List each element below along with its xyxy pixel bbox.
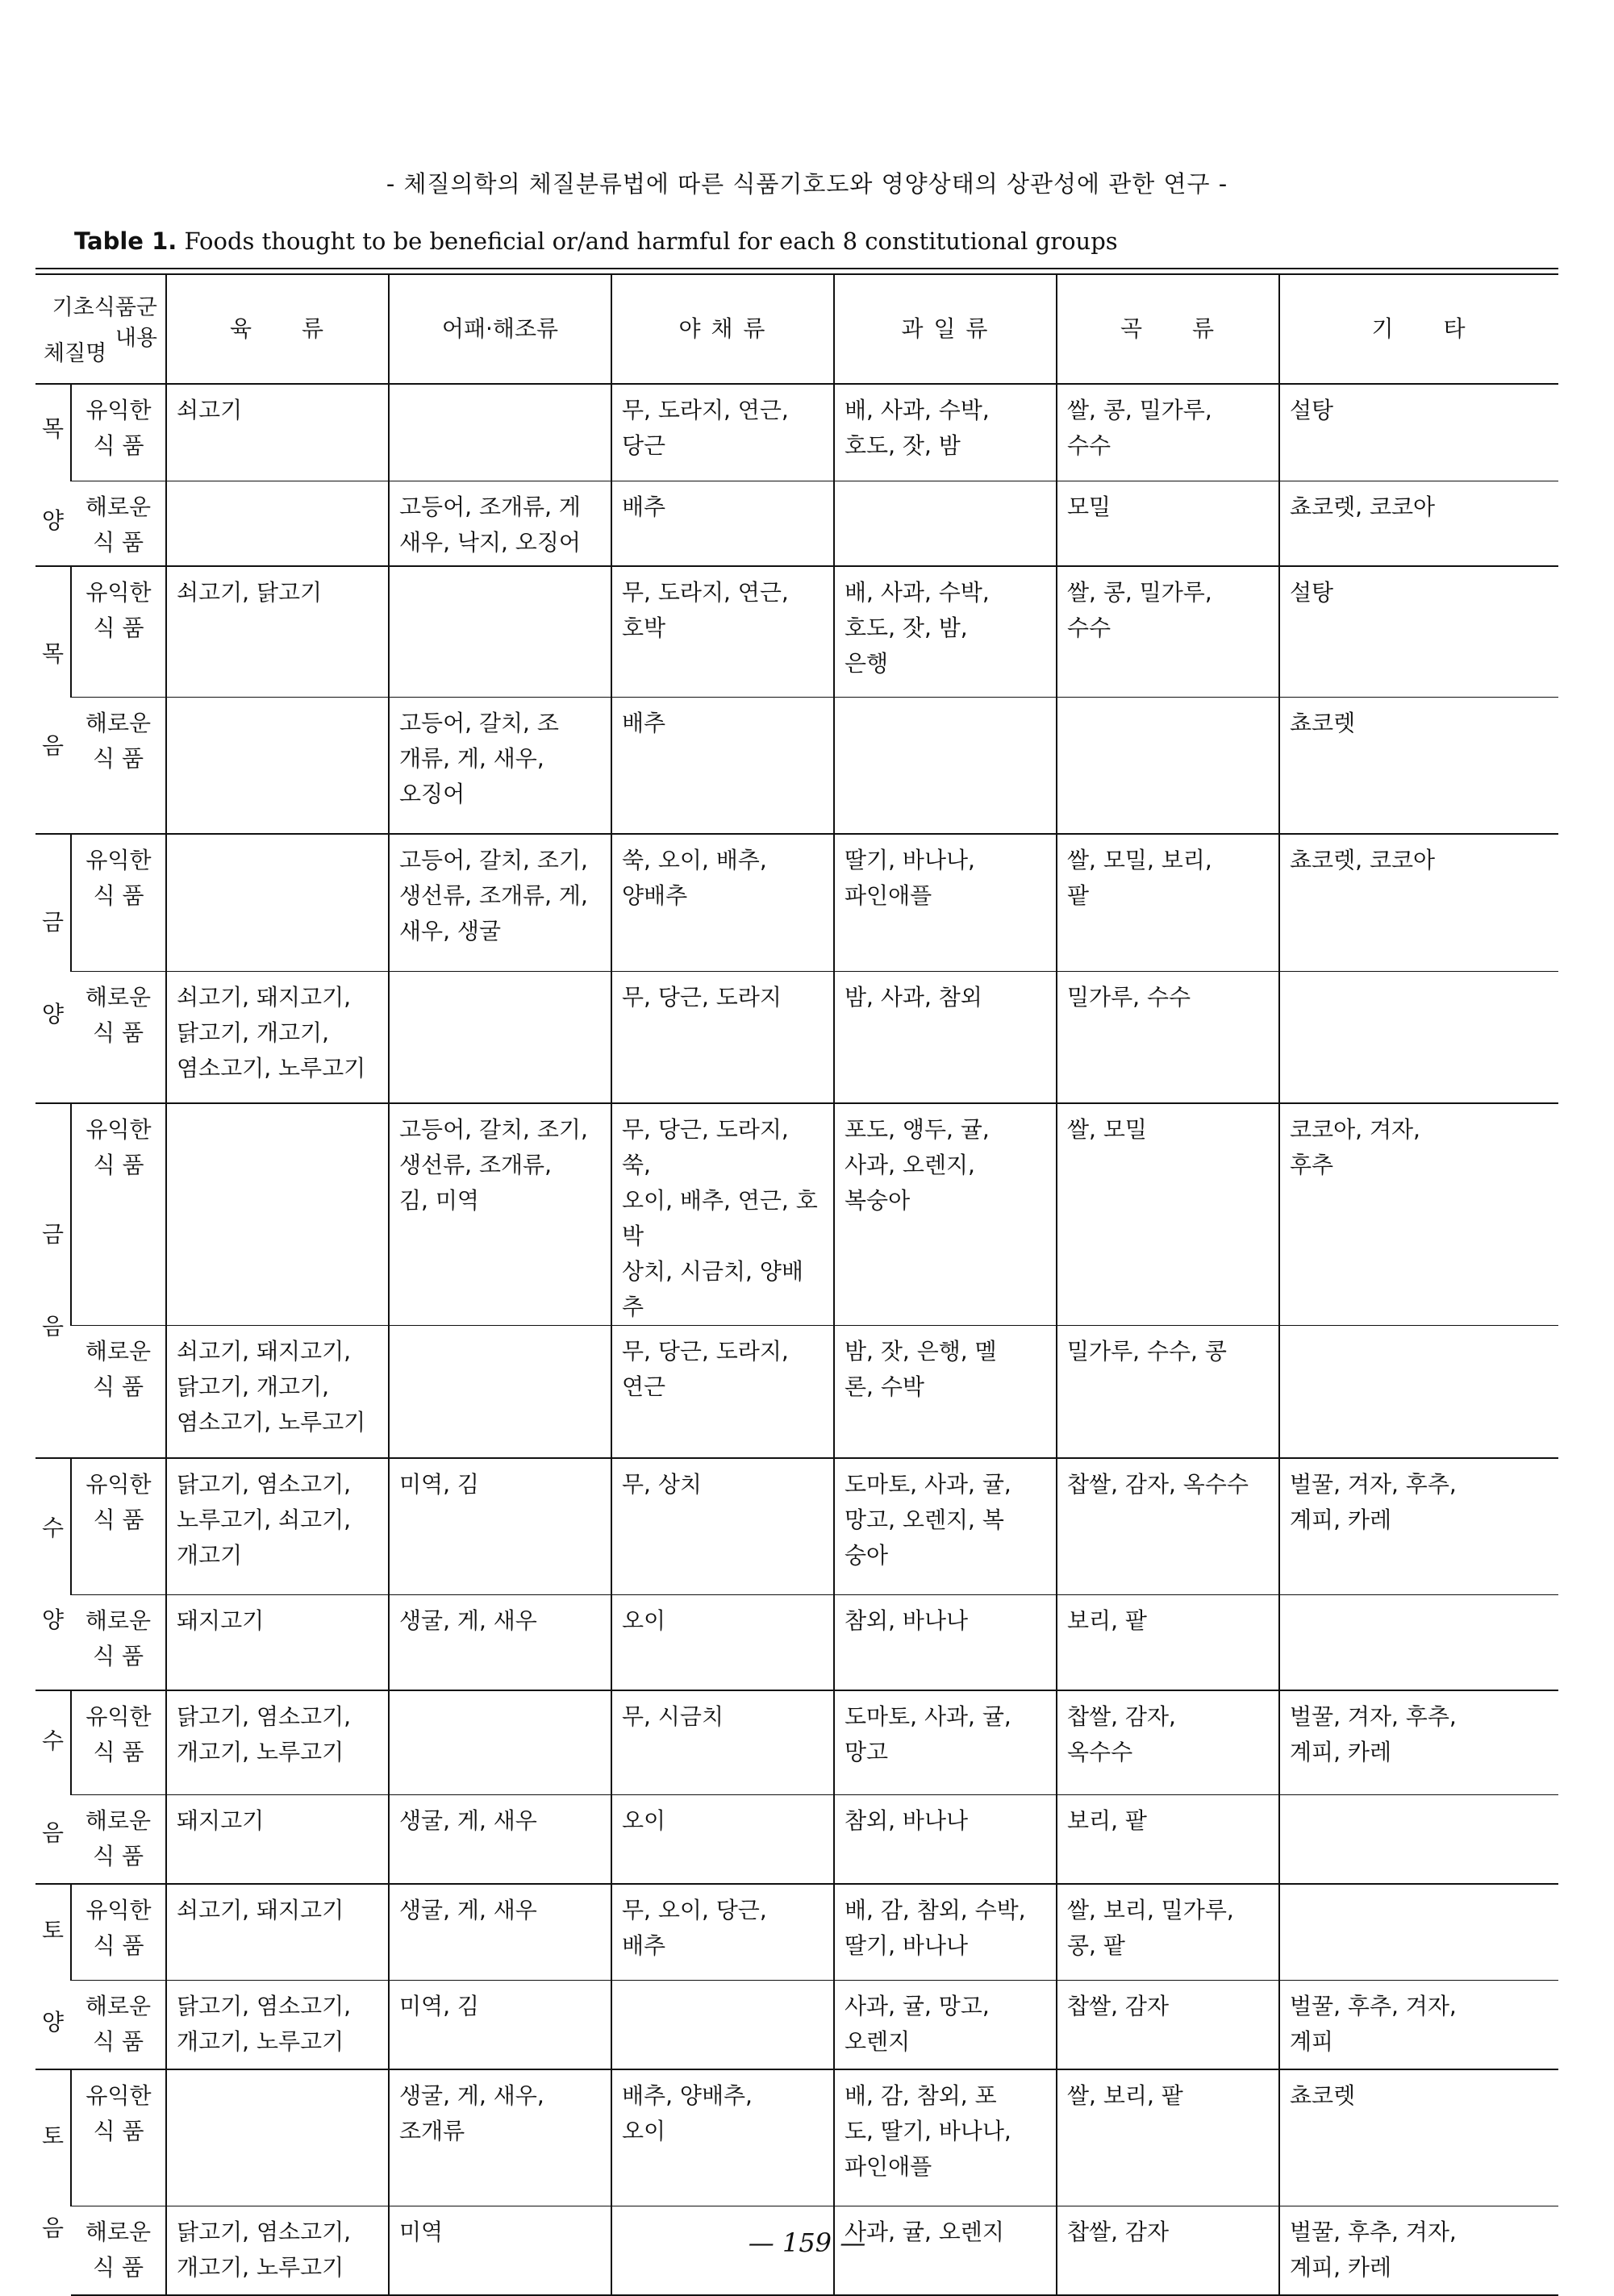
cell-grains: 쌀, 모밀 <box>1057 1103 1279 1326</box>
cell-vegetables: 쑥, 오이, 배추, 양배추 <box>611 834 834 971</box>
cell-others <box>1279 1884 1558 1981</box>
cell-vegetables: 오이 <box>611 1595 834 1690</box>
food-kind-cell: 해로운 식 품 <box>71 1981 166 2069</box>
table-body <box>35 384 1558 2295</box>
cell-fruits: 딸기, 바나나, 파인애플 <box>834 834 1057 971</box>
cell-fruits: 사과, 귤, 망고, 오렌지 <box>834 1981 1057 2069</box>
constitution-cell <box>35 2069 71 2295</box>
food-kind-cell: 해로운 식 품 <box>71 1595 166 1690</box>
cell-seafood <box>389 566 611 697</box>
table-row <box>35 1326 1558 1458</box>
cell-meat <box>166 1103 389 1326</box>
cell-others: 쵸코렛, 코코아 <box>1279 834 1558 971</box>
cell-fruits <box>834 481 1057 566</box>
food-kind-cell: 유익한 식 품 <box>71 384 166 481</box>
cell-meat: 닭고기, 염소고기, 개고기, 노루고기 <box>166 2206 389 2295</box>
column-header-grains: 곡 류 <box>1057 275 1279 384</box>
constitution-name-char: 양 <box>41 1001 65 1027</box>
food-kind-cell: 유익한 식 품 <box>71 1884 166 1981</box>
constitution-name-char: 목 <box>41 640 65 667</box>
table-row <box>35 566 1558 697</box>
table-row <box>35 834 1558 971</box>
cell-others <box>1279 1595 1558 1690</box>
cell-meat <box>166 697 389 834</box>
food-kind-cell: 해로운 식 품 <box>71 1326 166 1458</box>
cell-seafood: 고등어, 갈치, 조기, 생선류, 조개류, 김, 미역 <box>389 1103 611 1326</box>
constitution-cell <box>35 1690 71 1884</box>
cell-grains: 찹쌀, 감자, 옥수수 <box>1057 1458 1279 1595</box>
cell-fruits: 밤, 잣, 은행, 멜 론, 수박 <box>834 1326 1057 1458</box>
header-corner-bottom: 체질명 <box>44 341 107 366</box>
cell-grains: 밀가루, 수수 <box>1057 971 1279 1103</box>
food-kind-cell: 유익한 식 품 <box>71 1103 166 1326</box>
cell-fruits <box>834 697 1057 834</box>
column-header-others: 기 타 <box>1279 275 1558 384</box>
cell-grains: 쌀, 콩, 밀가루, 수수 <box>1057 566 1279 697</box>
cell-seafood: 생굴, 게, 새우, 조개류 <box>389 2069 611 2206</box>
cell-grains: 쌀, 보리, 팥 <box>1057 2069 1279 2206</box>
food-kind-cell: 유익한 식 품 <box>71 1690 166 1795</box>
cell-fruits: 도마토, 사과, 귤, 망고 <box>834 1690 1057 1795</box>
food-kind-cell: 유익한 식 품 <box>71 2069 166 2206</box>
cell-others: 벌꿀, 겨자, 후추, 계피, 카레 <box>1279 1690 1558 1795</box>
food-table <box>35 275 1558 2296</box>
food-kind-cell: 해로운 식 품 <box>71 481 166 566</box>
cell-meat: 돼지고기 <box>166 1795 389 1884</box>
food-kind-cell: 유익한 식 품 <box>71 834 166 971</box>
page-number: — 159 — <box>748 2227 866 2258</box>
constitution-cell <box>35 1103 71 1458</box>
column-header-vegetables: 야 채 류 <box>611 275 834 384</box>
constitution-name-char: 양 <box>41 507 65 534</box>
cell-others: 설탕 <box>1279 566 1558 697</box>
cell-seafood: 미역 <box>389 2206 611 2295</box>
table-top-double-rule <box>35 268 1558 275</box>
cell-vegetables: 무, 당근, 도라지, 쑥, 오이, 배추, 연근, 호박 상치, 시금치, 양배추 <box>611 1103 834 1326</box>
cell-meat <box>166 481 389 566</box>
table-row <box>35 971 1558 1103</box>
cell-meat <box>166 834 389 971</box>
cell-fruits: 배, 감, 참외, 포 도, 딸기, 바나나, 파인애플 <box>834 2069 1057 2206</box>
cell-grains: 쌀, 콩, 밀가루, 수수 <box>1057 384 1279 481</box>
table-caption-label: Table 1. <box>74 227 177 255</box>
cell-others: 쵸코렛 <box>1279 697 1558 834</box>
cell-vegetables: 배추 <box>611 481 834 566</box>
cell-seafood: 생굴, 게, 새우 <box>389 1884 611 1981</box>
cell-grains: 쌀, 보리, 밀가루, 콩, 팥 <box>1057 1884 1279 1981</box>
cell-grains: 찹쌀, 감자 <box>1057 2206 1279 2295</box>
food-kind-cell: 해로운 식 품 <box>71 2206 166 2295</box>
food-kind-cell: 해로운 식 품 <box>71 1795 166 1884</box>
column-header-seafood: 어패·해조류 <box>389 275 611 384</box>
cell-grains: 보리, 팥 <box>1057 1795 1279 1884</box>
cell-vegetables: 무, 오이, 당근, 배추 <box>611 1884 834 1981</box>
cell-meat: 닭고기, 염소고기, 노루고기, 쇠고기, 개고기 <box>166 1458 389 1595</box>
cell-fruits: 배, 감, 참외, 수박, 딸기, 바나나 <box>834 1884 1057 1981</box>
table-row <box>35 1884 1558 1981</box>
constitution-cell <box>35 1884 71 2069</box>
table-row <box>35 1458 1558 1595</box>
food-kind-cell: 해로운 식 품 <box>71 971 166 1103</box>
cell-fruits: 참외, 바나나 <box>834 1595 1057 1690</box>
constitution-name-char: 양 <box>41 1606 65 1633</box>
constitution-name-char: 음 <box>41 2215 65 2241</box>
constitution-cell <box>35 834 71 1103</box>
table-row <box>35 1595 1558 1690</box>
cell-meat: 쇠고기, 닭고기 <box>166 566 389 697</box>
cell-meat: 쇠고기, 돼지고기 <box>166 1884 389 1981</box>
cell-vegetables <box>611 1981 834 2069</box>
cell-seafood: 생굴, 게, 새우 <box>389 1595 611 1690</box>
cell-others: 벌꿀, 후추, 겨자, 계피 <box>1279 1981 1558 2069</box>
cell-fruits: 사과, 귤, 오렌지 <box>834 2206 1057 2295</box>
cell-meat: 닭고기, 염소고기, 개고기, 노루고기 <box>166 1981 389 2069</box>
cell-others: 설탕 <box>1279 384 1558 481</box>
constitution-name-char: 양 <box>41 2008 65 2036</box>
cell-grains: 찹쌀, 감자 <box>1057 1981 1279 2069</box>
cell-meat: 쇠고기, 돼지고기, 닭고기, 개고기, 염소고기, 노루고기 <box>166 1326 389 1458</box>
cell-vegetables: 무, 상치 <box>611 1458 834 1595</box>
table-caption <box>74 227 1118 255</box>
cell-meat: 닭고기, 염소고기, 개고기, 노루고기 <box>166 1690 389 1795</box>
cell-grains <box>1057 697 1279 834</box>
header-corner-top: 기초식품군 내용 <box>52 295 157 351</box>
cell-fruits: 포도, 앵두, 귤, 사과, 오렌지, 복숭아 <box>834 1103 1057 1326</box>
constitution-cell <box>35 566 71 834</box>
food-table-container <box>35 268 1558 2296</box>
constitution-name-char: 수 <box>41 1727 65 1754</box>
cell-grains: 보리, 팥 <box>1057 1595 1279 1690</box>
constitution-name-char: 음 <box>41 1312 65 1340</box>
table-row <box>35 697 1558 834</box>
cell-seafood: 고등어, 갈치, 조기, 생선류, 조개류, 게, 새우, 생굴 <box>389 834 611 971</box>
cell-seafood <box>389 971 611 1103</box>
cell-vegetables: 무, 당근, 도라지 <box>611 971 834 1103</box>
cell-others: 코코아, 겨자, 후추 <box>1279 1103 1558 1326</box>
column-header-meat: 육 류 <box>166 275 389 384</box>
table-row <box>35 1981 1558 2069</box>
cell-seafood <box>389 1690 611 1795</box>
cell-vegetables: 무, 도라지, 연근, 호박 <box>611 566 834 697</box>
cell-vegetables: 배추, 양배추, 오이 <box>611 2069 834 2206</box>
cell-others <box>1279 1326 1558 1458</box>
cell-meat: 돼지고기 <box>166 1595 389 1690</box>
constitution-cell <box>35 384 71 566</box>
header-corner-cell <box>35 275 166 384</box>
cell-vegetables: 무, 시금치 <box>611 1690 834 1795</box>
cell-fruits: 배, 사과, 수박, 호도, 잣, 밤 <box>834 384 1057 481</box>
constitution-name-char: 수 <box>41 1514 65 1541</box>
cell-others <box>1279 1795 1558 1884</box>
cell-fruits: 밤, 사과, 참외 <box>834 971 1057 1103</box>
cell-fruits: 배, 사과, 수박, 호도, 잣, 밤, 은행 <box>834 566 1057 697</box>
cell-meat <box>166 2069 389 2206</box>
cell-vegetables: 오이 <box>611 1795 834 1884</box>
constitution-name-char: 토 <box>41 2123 65 2149</box>
cell-seafood: 미역, 김 <box>389 1981 611 2069</box>
table-row <box>35 2069 1558 2206</box>
table-row <box>35 1690 1558 1795</box>
constitution-name-char: 금 <box>41 1220 65 1248</box>
cell-meat: 쇠고기, 돼지고기, 닭고기, 개고기, 염소고기, 노루고기 <box>166 971 389 1103</box>
cell-grains: 모밀 <box>1057 481 1279 566</box>
table-row <box>35 1103 1558 1326</box>
constitution-name-char: 음 <box>41 732 65 759</box>
cell-seafood <box>389 1326 611 1458</box>
table-row <box>35 481 1558 566</box>
cell-fruits: 도마토, 사과, 귤, 망고, 오렌지, 복 숭아 <box>834 1458 1057 1595</box>
cell-seafood: 고등어, 갈치, 조 개류, 게, 새우, 오징어 <box>389 697 611 834</box>
table-row <box>35 384 1558 481</box>
constitution-name-char: 토 <box>41 1916 65 1944</box>
cell-seafood: 생굴, 게, 새우 <box>389 1795 611 1884</box>
cell-meat: 쇠고기 <box>166 384 389 481</box>
cell-seafood: 미역, 김 <box>389 1458 611 1595</box>
constitution-name-char: 음 <box>41 1819 65 1846</box>
cell-seafood <box>389 384 611 481</box>
cell-grains: 찹쌀, 감자, 옥수수 <box>1057 1690 1279 1795</box>
cell-vegetables: 무, 도라지, 연근, 당근 <box>611 384 834 481</box>
constitution-cell <box>35 1458 71 1690</box>
food-kind-cell: 유익한 식 품 <box>71 1458 166 1595</box>
constitution-name-char: 목 <box>41 415 65 442</box>
cell-vegetables: 배추 <box>611 697 834 834</box>
running-title: - 체질의학의 체질분류법에 따른 식품기호도와 영양상태의 상관성에 관한 연구 - <box>386 170 1228 198</box>
cell-others: 벌꿀, 후추, 겨자, 계피, 카레 <box>1279 2206 1558 2295</box>
cell-others <box>1279 971 1558 1103</box>
table-caption-text: Foods thought to be beneficial or/and harmful for each 8 constitutional groups <box>177 227 1118 255</box>
cell-others: 벌꿀, 겨자, 후추, 계피, 카레 <box>1279 1458 1558 1595</box>
column-header-fruits: 과 일 류 <box>834 275 1057 384</box>
cell-seafood: 고등어, 조개류, 게 새우, 낙지, 오징어 <box>389 481 611 566</box>
cell-grains: 쌀, 모밀, 보리, 팥 <box>1057 834 1279 971</box>
cell-others: 쵸코렛, 코코아 <box>1279 481 1558 566</box>
cell-fruits: 참외, 바나나 <box>834 1795 1057 1884</box>
table-row <box>35 1795 1558 1884</box>
food-kind-cell: 해로운 식 품 <box>71 697 166 834</box>
cell-others: 쵸코렛 <box>1279 2069 1558 2206</box>
cell-vegetables: 무, 당근, 도라지, 연근 <box>611 1326 834 1458</box>
food-kind-cell: 유익한 식 품 <box>71 566 166 697</box>
table-header-row <box>35 275 1558 384</box>
cell-grains: 밀가루, 수수, 콩 <box>1057 1326 1279 1458</box>
constitution-name-char: 금 <box>41 909 65 935</box>
